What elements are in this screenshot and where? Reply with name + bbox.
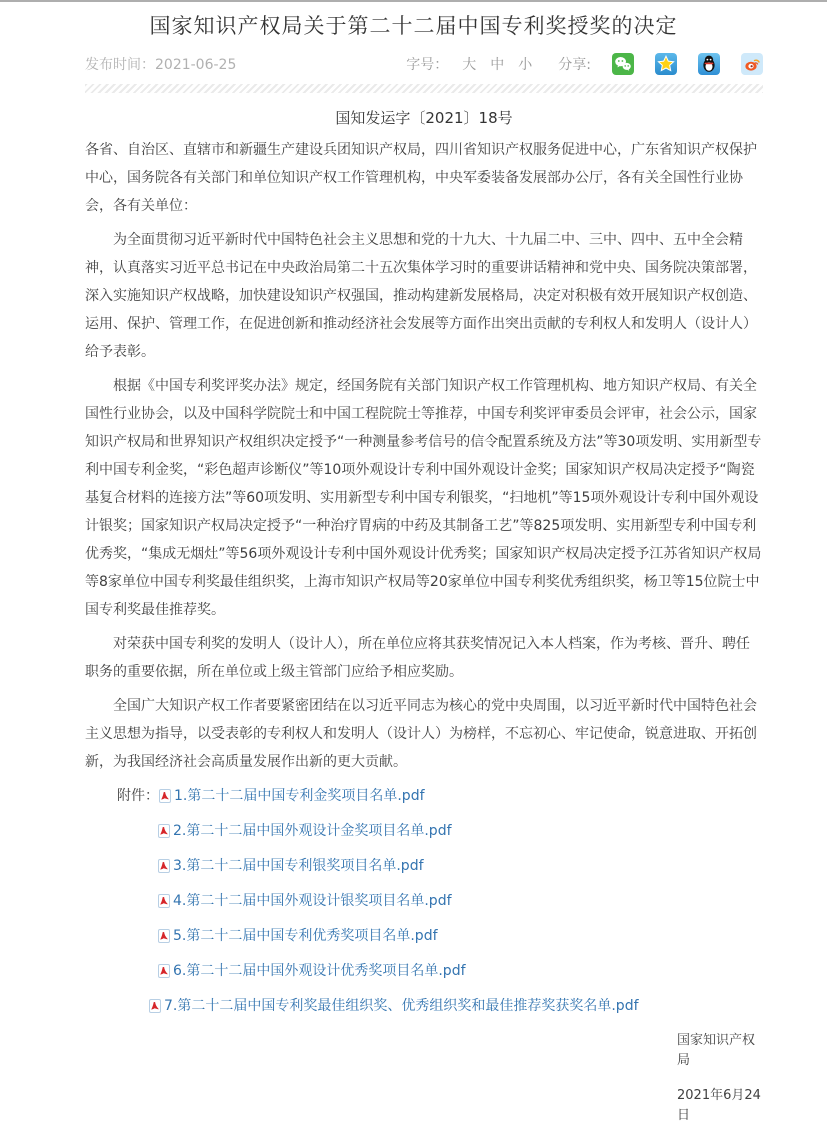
attachments-label: 附件： <box>117 788 159 804</box>
attachment-link-1[interactable]: 1.第二十二届中国专利金奖项目名单.pdf <box>174 788 425 804</box>
font-size-medium[interactable]: 中 <box>490 57 505 73</box>
share-label: 分享: <box>558 57 591 73</box>
attachments-list <box>85 786 763 1016</box>
weibo-share-button[interactable] <box>741 53 763 75</box>
publish-time <box>85 54 236 74</box>
qzone-share-button[interactable] <box>655 53 677 75</box>
attachment-row <box>85 926 763 946</box>
attachment-row <box>85 891 763 911</box>
qq-icon <box>698 53 720 75</box>
attachment-row <box>85 786 763 806</box>
document-body <box>85 136 763 776</box>
paragraph-salutation: 各省、自治区、直辖市和新疆生产建设兵团知识产权局，四川省知识产权服务促进中心，广东省知识产权保护中心，国务院各有关部门和单位知识产权工作管理机构，中央军委装备发展部办公厅，各有关全国性行业协会，各有关单位： <box>85 142 757 214</box>
signature-block <box>677 1031 763 1126</box>
qzone-icon <box>655 53 677 75</box>
content-container <box>85 52 763 1126</box>
doc-number: 国知发运字〔2021〕18号 <box>335 109 513 127</box>
attachment-link-2[interactable]: 2.第二十二届中国外观设计金奖项目名单.pdf <box>173 823 452 839</box>
page-title: 国家知识产权局关于第二十二届中国专利奖授奖的决定 <box>149 14 678 38</box>
paragraph-3: 对荣获中国专利奖的发明人（设计人），所在单位应将其获奖情况记入本人档案，作为考核、晋升、聘任职务的重要依据，所在单位或上级主管部门应给予相应奖励。 <box>85 636 750 680</box>
pdf-icon <box>158 824 170 838</box>
pdf-icon <box>159 789 171 803</box>
wechat-share-button[interactable] <box>612 53 634 75</box>
paragraph-4: 全国广大知识产权工作者要紧密团结在以习近平同志为核心的党中央周围，以习近平新时代中国特色社会主义思想为指导，以受表彰的专利权人和发明人（设计人）为榜样，不忘初心、牢记使命，锐意进取、开拓创新，为我国经济社会高质量发展作出新的更大贡献。 <box>85 698 757 770</box>
attachment-link-4[interactable]: 4.第二十二届中国外观设计银奖项目名单.pdf <box>173 893 452 909</box>
paragraph-1: 为全面贯彻习近平新时代中国特色社会主义思想和党的十九大、十九届二中、三中、四中、五中全会精神，认真落实习近平总书记在中央政治局第二十五次集体学习时的重要讲话精神和党中央、国务院决策部署，深入实施知识产权战略，加快建设知识产权强国，推动构建新发展格局，决定对积极有效开展知识产权创造、运用、保护、管理工作，在促进创新和推动经济社会发展等方面作出突出贡献的专利权人和发明人（设计人）给予表彰。 <box>85 232 757 360</box>
font-size-small[interactable]: 小 <box>518 57 533 73</box>
top-border <box>0 0 827 2</box>
attachment-row <box>85 996 763 1016</box>
pdf-icon <box>158 929 170 943</box>
font-size-large[interactable]: 大 <box>462 57 477 73</box>
meta-bar <box>85 52 763 76</box>
pdf-icon <box>158 859 170 873</box>
weibo-icon <box>741 53 763 75</box>
font-size-label: 字号： <box>406 57 449 73</box>
qq-share-button[interactable] <box>698 53 720 75</box>
publish-date: 2021-06-25 <box>155 57 237 73</box>
meta-controls <box>406 53 763 75</box>
wechat-icon <box>612 53 634 75</box>
signature-date: 2021年6月24日 <box>677 1088 761 1123</box>
attachment-link-5[interactable]: 5.第二十二届中国专利优秀奖项目名单.pdf <box>173 928 438 944</box>
attachment-link-6[interactable]: 6.第二十二届中国外观设计优秀奖项目名单.pdf <box>173 963 466 979</box>
signature-name: 国家知识产权局 <box>677 1033 756 1068</box>
attachment-link-3[interactable]: 3.第二十二届中国专利银奖项目名单.pdf <box>173 858 424 874</box>
attachment-row <box>85 856 763 876</box>
pdf-icon <box>158 964 170 978</box>
pdf-icon <box>158 894 170 908</box>
pdf-icon <box>149 999 161 1013</box>
attachment-row <box>85 961 763 981</box>
publish-time-label: 发布时间： <box>85 57 155 73</box>
attachment-row <box>85 821 763 841</box>
paragraph-2: 根据《中国专利奖评奖办法》规定，经国务院有关部门知识产权工作管理机构、地方知识产权局、有关全国性行业协会，以及中国科学院院士和中国工程院院士等推荐，中国专利奖评审委员会评审，社会公示，国家知识产权局和世界知识产权组织决定授予“一种测量参考信号的信令配置系统及方法”等30项发明、实用新型专利中国专利金奖，“彩色超声诊断仪”等10项外观设计专利中国外观设计金奖；国家知识产权局决定授予“陶瓷基复合材料的连接方法”等60项发明、实用新型专利中国专利银奖，“扫地机”等15项外观设计专利中国外观设计银奖；国家知识产权局决定授予“一种治疗胃病的中药及其制备工艺”等825项发明、实用新型专利中国专利优秀奖，“集成无烟灶”等56项外观设计专利中国外观设计优秀奖；国家知识产权局决定授予江苏省知识产权局等8家单位中国专利奖最佳组织奖，上海市知识产权局等20家单位中国专利奖优秀组织奖，杨卫等15位院士中国专利奖最佳推荐奖。 <box>85 378 762 618</box>
attachment-link-7[interactable]: 7.第二十二届中国专利奖最佳组织奖、优秀组织奖和最佳推荐奖获奖名单.pdf <box>164 998 639 1014</box>
hatched-divider <box>85 84 763 93</box>
